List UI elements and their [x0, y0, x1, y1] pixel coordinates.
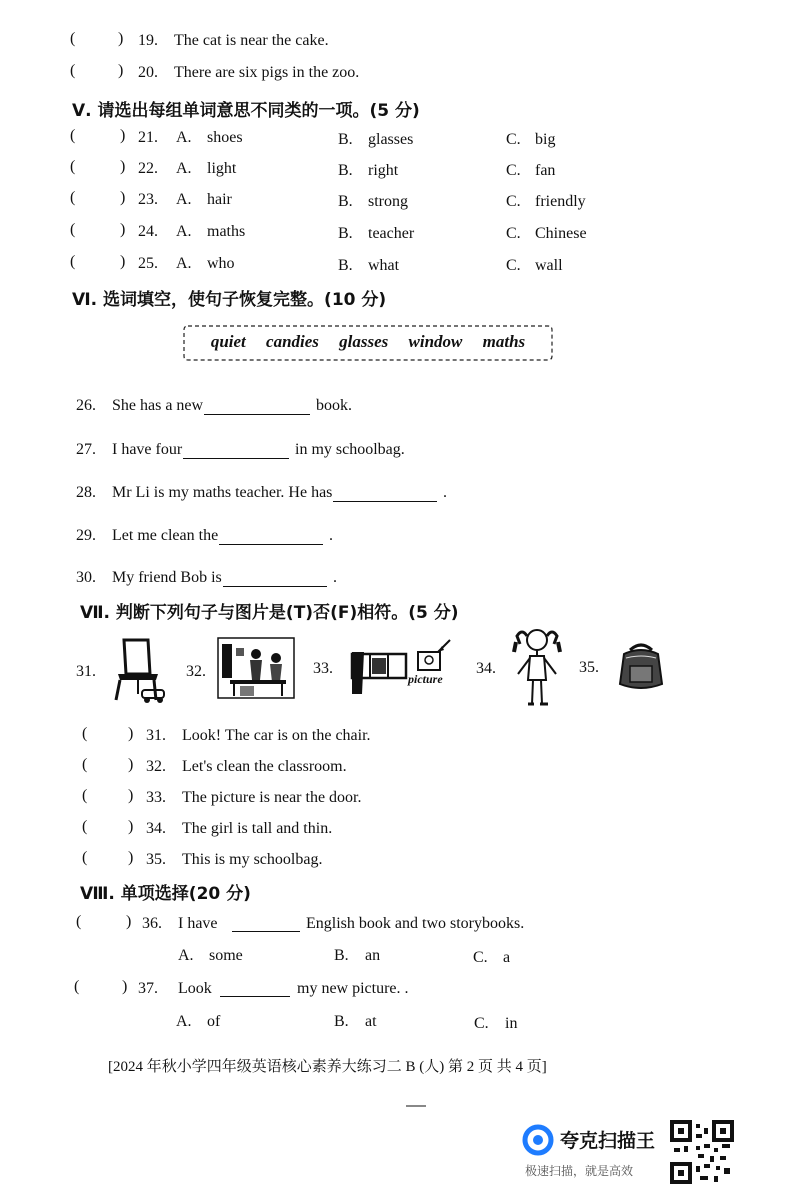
paren-open: ( [82, 725, 88, 742]
option-c-label: C. [506, 225, 521, 242]
option-c-label: C. [506, 193, 521, 210]
option-b-word: teacher [368, 225, 415, 242]
q37-a-word: of [207, 1013, 221, 1030]
option-c-word: friendly [535, 193, 586, 210]
sentence-end: . [329, 527, 333, 544]
sentence-end: . [443, 484, 447, 501]
item-number: 25. [138, 255, 158, 272]
option-a-label: A. [176, 255, 192, 272]
chair-car-image [108, 634, 176, 704]
pic-label-33: 33. [313, 660, 333, 677]
item-number: 34. [146, 820, 166, 837]
sentence-start: I have four [112, 441, 183, 458]
q37-after: my new picture. . [297, 980, 409, 997]
item-number: 20. [138, 64, 158, 81]
paren-close: ) [128, 818, 134, 835]
paren-open: ( [70, 189, 76, 206]
q37-c-label: C. [474, 1015, 489, 1032]
item-number: 27. [76, 441, 96, 458]
option-b-word: right [368, 162, 399, 179]
sentence-end: in my schoolbag. [295, 441, 405, 458]
option-a-label: A. [176, 160, 192, 177]
q37-b-word: at [365, 1013, 377, 1030]
option-b-word: glasses [368, 131, 414, 148]
q36-a-word: some [209, 947, 243, 964]
paren-close: ) [120, 189, 126, 206]
section-8-title: Ⅷ. 单项选择(20 分) [80, 884, 251, 904]
pic-label-31: 31. [76, 663, 96, 680]
option-a-word: light [207, 160, 237, 177]
paren-open: ( [70, 127, 76, 144]
item-number: 32. [146, 758, 166, 775]
paren-close: ) [128, 756, 134, 773]
item-text: The cat is near the cake. [174, 32, 329, 49]
word-bank-box [180, 322, 556, 364]
picture-caption: picture [408, 672, 443, 686]
item-text: Look! The car is on the chair. [182, 727, 371, 744]
paren-close: ) [128, 849, 134, 866]
paren-open: ( [70, 221, 76, 238]
sentence-start: She has a new [112, 397, 204, 414]
paren-close: ) [120, 221, 126, 238]
q36-after: English book and two storybooks. [306, 915, 525, 932]
qr-code-icon [670, 1120, 734, 1184]
item-number: 19. [138, 32, 158, 49]
paren-open: ( [82, 756, 88, 773]
option-b-label: B. [338, 131, 353, 148]
option-a-label: A. [176, 129, 192, 146]
item-text: The picture is near the door. [182, 789, 362, 806]
scanner-slogan: 极速扫描，就是高效 [525, 1164, 634, 1178]
paren-37-close: ) [122, 978, 128, 995]
answer-blank [183, 444, 289, 464]
option-b-word: strong [368, 193, 408, 210]
paren-close: ) [128, 725, 134, 742]
page-footer: [2024 年秋小学四年级英语核心素养大练习二 B (人) 第 2 页 共 4 页] [108, 1059, 547, 1075]
item-number: 23. [138, 191, 158, 208]
paren-36-close: ) [126, 913, 132, 930]
q37-num: 37. [138, 980, 158, 997]
option-b-label: B. [338, 225, 353, 242]
classroom-image [216, 634, 296, 702]
q36-b-label: B. [334, 947, 349, 964]
option-a-label: A. [176, 191, 192, 208]
option-b-label: B. [338, 162, 353, 179]
paren-open: ( [82, 849, 88, 866]
q37-before: Look [178, 980, 212, 997]
girl-image [512, 626, 562, 712]
item-text: Let's clean the classroom. [182, 758, 347, 775]
paren-close: ) [118, 62, 124, 79]
item-text: This is my schoolbag. [182, 851, 323, 868]
item-number: 22. [138, 160, 158, 177]
scanner-logo-name: 夸克扫描王 [560, 1130, 656, 1152]
option-c-word: wall [535, 257, 563, 274]
section-5-title: Ⅴ. 请选出每组单词意思不同类的一项。(5 分) [72, 101, 420, 121]
section-6-title: Ⅵ. 选词填空，使句子恢复完整。(10 分) [72, 290, 387, 310]
q36-blank [232, 917, 300, 937]
q37-blank [220, 982, 290, 1002]
answer-blank [219, 530, 323, 550]
option-c-label: C. [506, 162, 521, 179]
pic-label-34: 34. [476, 660, 496, 677]
option-b-label: B. [338, 257, 353, 274]
paren-open: ( [82, 787, 88, 804]
sentence-end: . [333, 569, 337, 586]
paren-open: ( [82, 818, 88, 835]
q36-before: I have [178, 915, 218, 932]
paren-close: ) [120, 158, 126, 175]
q37-c-word: in [505, 1015, 518, 1032]
schoolbag-image [616, 640, 666, 692]
picture-frame-image [408, 638, 458, 674]
item-number: 28. [76, 484, 96, 501]
sentence-end: book. [316, 397, 352, 414]
paren-37-open: ( [74, 978, 80, 995]
sentence-start: Let me clean the [112, 527, 219, 544]
option-a-word: hair [207, 191, 232, 208]
answer-blank [204, 400, 310, 420]
q36-a-label: A. [178, 947, 194, 964]
option-a-label: A. [176, 223, 192, 240]
q36-c-word: a [503, 949, 511, 966]
q36-num: 36. [142, 915, 162, 932]
item-number: 29. [76, 527, 96, 544]
word-bank: quiet candies glasses window maths [210, 332, 526, 351]
item-text: There are six pigs in the zoo. [174, 64, 360, 81]
section-7-title: Ⅶ. 判断下列句子与图片是(T)否(F)相符。(5 分) [80, 603, 459, 623]
item-number: 24. [138, 223, 158, 240]
answer-blank [333, 487, 437, 507]
item-text: The girl is tall and thin. [182, 820, 333, 837]
answer-blank [223, 572, 327, 592]
paren-close: ) [120, 253, 126, 270]
footer-mark [406, 1105, 426, 1107]
paren-open: ( [70, 30, 76, 47]
item-number: 30. [76, 569, 96, 586]
paren-close: ) [118, 30, 124, 47]
paren-open: ( [70, 253, 76, 270]
option-b-word: what [368, 257, 400, 274]
paren-open: ( [70, 158, 76, 175]
paren-close: ) [120, 127, 126, 144]
option-c-label: C. [506, 257, 521, 274]
option-c-word: Chinese [535, 225, 587, 242]
option-b-label: B. [338, 193, 353, 210]
option-c-word: big [535, 131, 556, 148]
sentence-start: My friend Bob is [112, 569, 222, 586]
option-a-word: maths [207, 223, 246, 240]
paren-36-open: ( [76, 913, 82, 930]
pic-label-35: 35. [579, 659, 599, 676]
scanner-logo-icon [522, 1124, 554, 1156]
window-image [350, 640, 410, 696]
pic-label-32: 32. [186, 663, 206, 680]
q36-c-label: C. [473, 949, 488, 966]
paren-close: ) [128, 787, 134, 804]
option-a-word: who [207, 255, 235, 272]
paren-open: ( [70, 62, 76, 79]
q37-b-label: B. [334, 1013, 349, 1030]
item-number: 35. [146, 851, 166, 868]
item-number: 33. [146, 789, 166, 806]
item-number: 26. [76, 397, 96, 414]
item-number: 21. [138, 129, 158, 146]
item-number: 31. [146, 727, 166, 744]
option-a-word: shoes [207, 129, 243, 146]
sentence-start: Mr Li is my maths teacher. He has [112, 484, 333, 501]
q37-a-label: A. [176, 1013, 192, 1030]
q36-b-word: an [365, 947, 381, 964]
option-c-label: C. [506, 131, 521, 148]
option-c-word: fan [535, 162, 556, 179]
